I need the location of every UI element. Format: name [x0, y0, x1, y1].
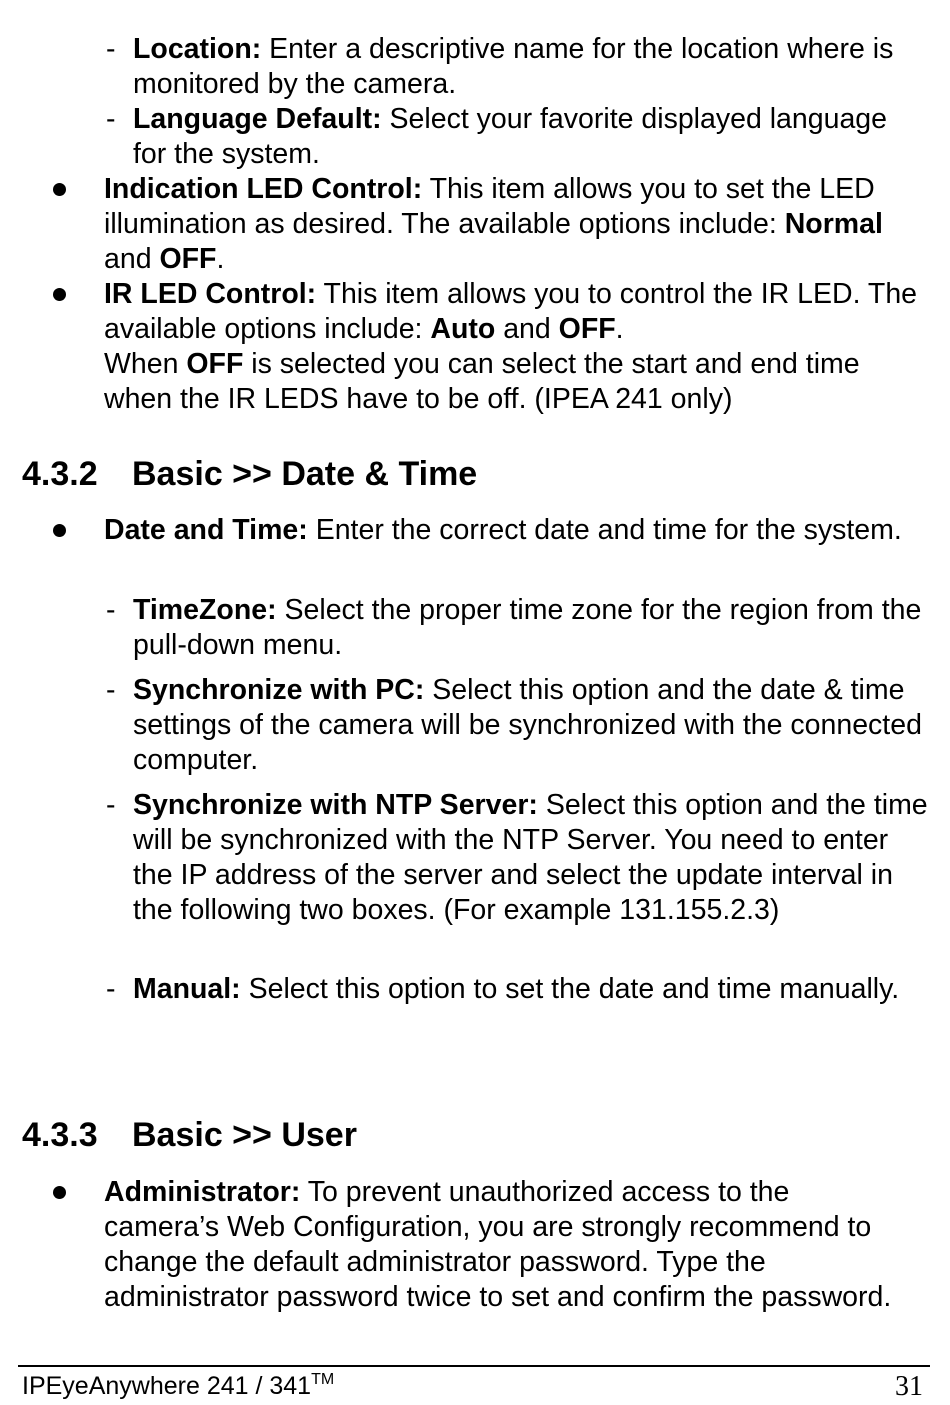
ir-led-label: IR LED Control: [104, 278, 317, 310]
dash-marker: - [106, 789, 116, 821]
timezone-text: Select the proper time zone for the region from the pull-down menu. [133, 594, 922, 661]
timezone-description [133, 593, 926, 663]
administrator-text: To prevent unauthorized access to the camera’s Web Configuration, you are strongly recommend to change the default administrator password. Type the administrator password twice to set and confirm the password. [104, 1176, 892, 1313]
timezone-label: TimeZone: [133, 594, 277, 626]
bullet-icon [53, 183, 66, 196]
location-text: Enter a descriptive name for the location where is monitored by the camera. [133, 33, 894, 100]
sync-ntp-text: Select this option and the time will be synchronized with the NTP Server. You need to enter the IP address of the server and select the update interval in the following two boxes. (For example 131.155.2.3) [133, 789, 928, 926]
section-title: Basic >> Date & Time [132, 455, 478, 493]
manual-description [133, 972, 926, 1007]
option-off: OFF [186, 348, 244, 380]
bullet-icon [53, 1186, 66, 1199]
administrator-label: Administrator: [104, 1176, 301, 1208]
page-number: 31 [895, 1371, 923, 1402]
indication-led-description [104, 172, 928, 277]
ir-led-note-start: When [104, 348, 187, 380]
conjunction: and [495, 313, 559, 345]
conjunction: and [104, 243, 160, 275]
dash-marker: - [106, 594, 116, 626]
indication-led-text: This item allows you to set the LED illumination as desired. The available options include: [104, 173, 875, 240]
sync-pc-label: Synchronize with PC: [133, 674, 425, 706]
bullet-icon [53, 288, 66, 301]
dash-marker: - [106, 674, 116, 706]
section-title: Basic >> User [132, 1116, 357, 1154]
date-time-label: Date and Time: [104, 514, 308, 546]
option-off: OFF [159, 243, 217, 275]
dash-marker: - [106, 103, 116, 135]
indication-led-label: Indication LED Control: [104, 173, 423, 205]
dash-marker: - [106, 33, 116, 65]
location-description [133, 32, 926, 102]
section-number: 4.3.3 [22, 1116, 98, 1154]
section-heading-user [22, 1115, 357, 1155]
language-label: Language Default: [133, 103, 382, 135]
manual-label: Manual: [133, 973, 241, 1005]
date-time-description [104, 513, 928, 548]
period: . [615, 313, 624, 345]
date-time-text: Enter the correct date and time for the system. [307, 514, 902, 546]
ir-led-description [104, 277, 928, 417]
section-heading-date-time [22, 454, 477, 494]
language-text: Select your favorite displayed language for the system. [133, 103, 888, 170]
option-off: OFF [558, 313, 616, 345]
footer-divider [18, 1365, 930, 1367]
dash-marker: - [106, 973, 116, 1005]
footer-product-name [22, 1371, 334, 1405]
sync-ntp-label: Synchronize with NTP Server: [133, 789, 538, 821]
section-number: 4.3.2 [22, 455, 98, 493]
administrator-description [104, 1175, 910, 1315]
trademark-symbol: TM [311, 1371, 335, 1388]
ir-led-note-end: is selected you can select the start and end time when the IR LEDS have to be off. (IPEA 241 only) [104, 348, 860, 415]
ir-led-text: This item allows you to control the IR LED. The available options include: [104, 278, 918, 345]
manual-text: Select this option to set the date and time manually. [240, 973, 900, 1005]
language-description [133, 102, 926, 172]
sync-ntp-description [133, 788, 932, 928]
sync-pc-description [133, 673, 926, 778]
period: . [216, 243, 225, 275]
sync-pc-text: Select this option and the date & time settings of the camera will be synchronized with the connected computer. [133, 674, 922, 776]
option-normal: Normal [784, 208, 883, 240]
location-label: Location: [133, 33, 262, 65]
bullet-icon [53, 524, 66, 537]
product-name: IPEyeAnywhere 241 / 341 [22, 1372, 312, 1400]
option-auto: Auto [430, 313, 496, 345]
